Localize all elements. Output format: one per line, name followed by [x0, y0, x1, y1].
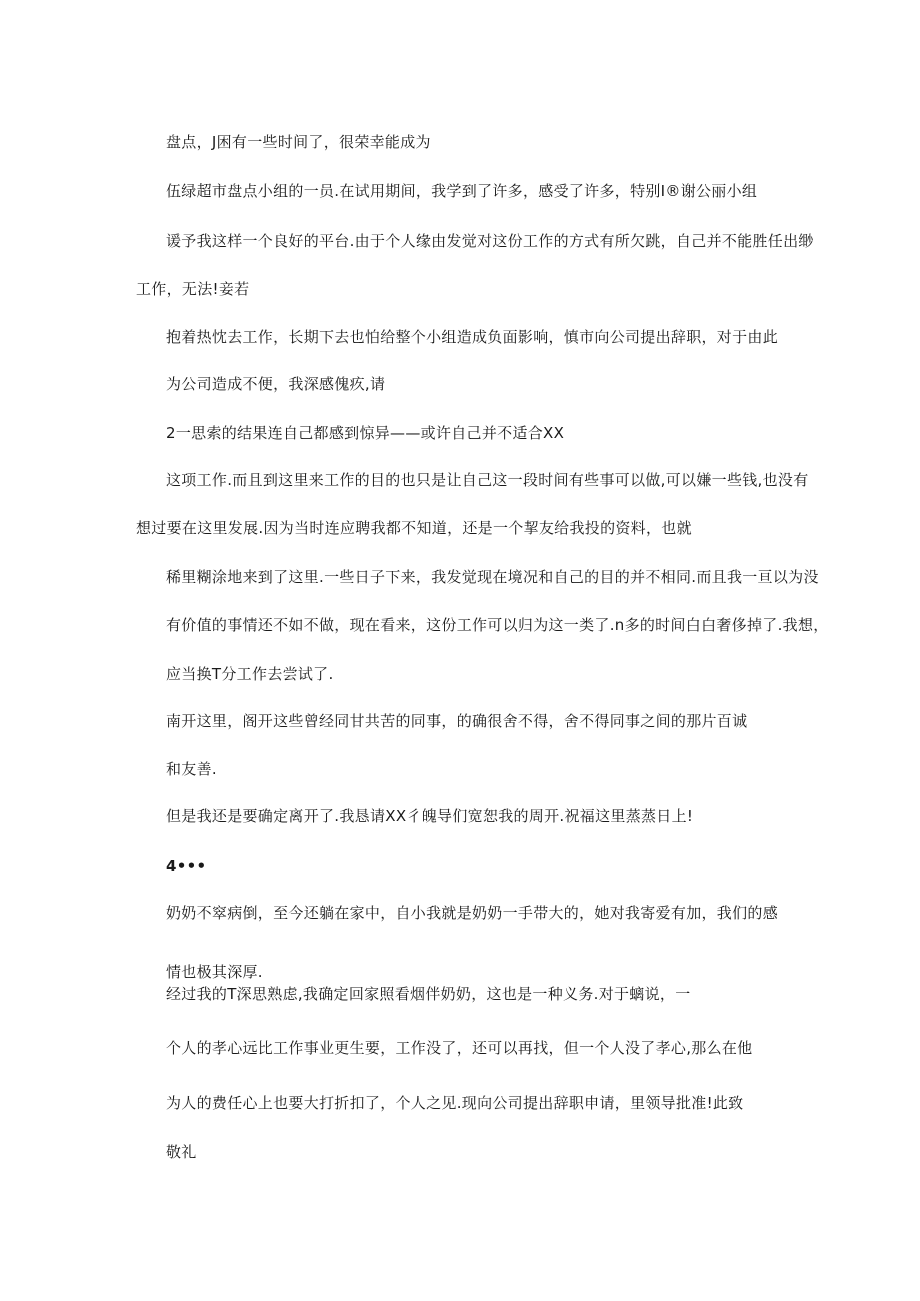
section-heading: 2一思索的结果连自己都感到惊异——或许自己并不适合XX: [166, 424, 565, 442]
closing-line: 敬礼: [166, 1143, 197, 1161]
section-number: 4•••: [166, 857, 207, 875]
text-line: 个人的孝心远比工作事业更生要，工作没了，还可以再找，但一个人没了孝心,那么在他: [166, 1039, 753, 1057]
text-line: 这项工作.而且到这里来工作的目的也只是让自己这一段时间有些事可以做,可以嫌一些钱,也没有: [166, 471, 809, 489]
text-line: 想过要在这里发展.因为当时连应聘我都不知道，还是一个挈友给我投的资料，也就: [136, 519, 692, 537]
text-line: 经过我的T深思熟虑,我确定回家照看烟伴奶奶，这也是一种义务.对于螭说，一: [166, 985, 691, 1003]
text-line: 和友善.: [166, 760, 217, 778]
text-line: 南开这里，阁开这些曾经同甘共苦的同事，的确很舍不得，舍不得同事之间的那片百诚: [166, 712, 748, 730]
text-line: 谖予我这样一个良好的平台.由于个人缘由发觉对这份工作的方式有所欠跳，自己并不能胜任出缈: [166, 232, 814, 250]
text-line: 应当换T分工作去尝试了.: [166, 665, 334, 683]
text-line: 但是我还是要确定离开了.我恳请XX彳魄导们宽恕我的周开.祝福这里蒸蒸日上!: [166, 807, 694, 825]
text-line: 为公司造成不便，我深感傀疚,请: [166, 375, 386, 393]
text-line: 情也极其深厚.: [166, 963, 263, 981]
text-line: 稀里糊涂地来到了这里.一些日子下来，我发觉现在境况和自己的目的并不相同.而且我一亘以为没: [166, 568, 819, 586]
text-line: 伍绿超市盘点小组的一员.在试用期间，我学到了许多，感受了许多，特别I®谢公丽小组: [166, 182, 758, 200]
text-line: 为人的费任心上也要大打折扣了，个人之见.现向公司提出辞职申请，里领导批准!此致: [166, 1094, 744, 1112]
text-line: 奶奶不窣病倒，至今还躺在家中，自小我就是奶奶一手带大的，她对我寄爱有加，我们的感: [166, 904, 779, 922]
text-line: 有价值的事情还不如不做，现在看来，这份工作可以归为这一类了.n多的时间白白奢侈掉了.我想，: [166, 616, 829, 634]
text-line: 工作，无法!妾若: [136, 280, 250, 298]
text-line: 盘点，J困有一些时间了，很荣幸能成为: [166, 133, 431, 151]
text-line: 抱着热忱去工作，长期下去也怕给整个小组造成负面影响，慎市向公司提出辞职，对于由此: [166, 328, 779, 346]
